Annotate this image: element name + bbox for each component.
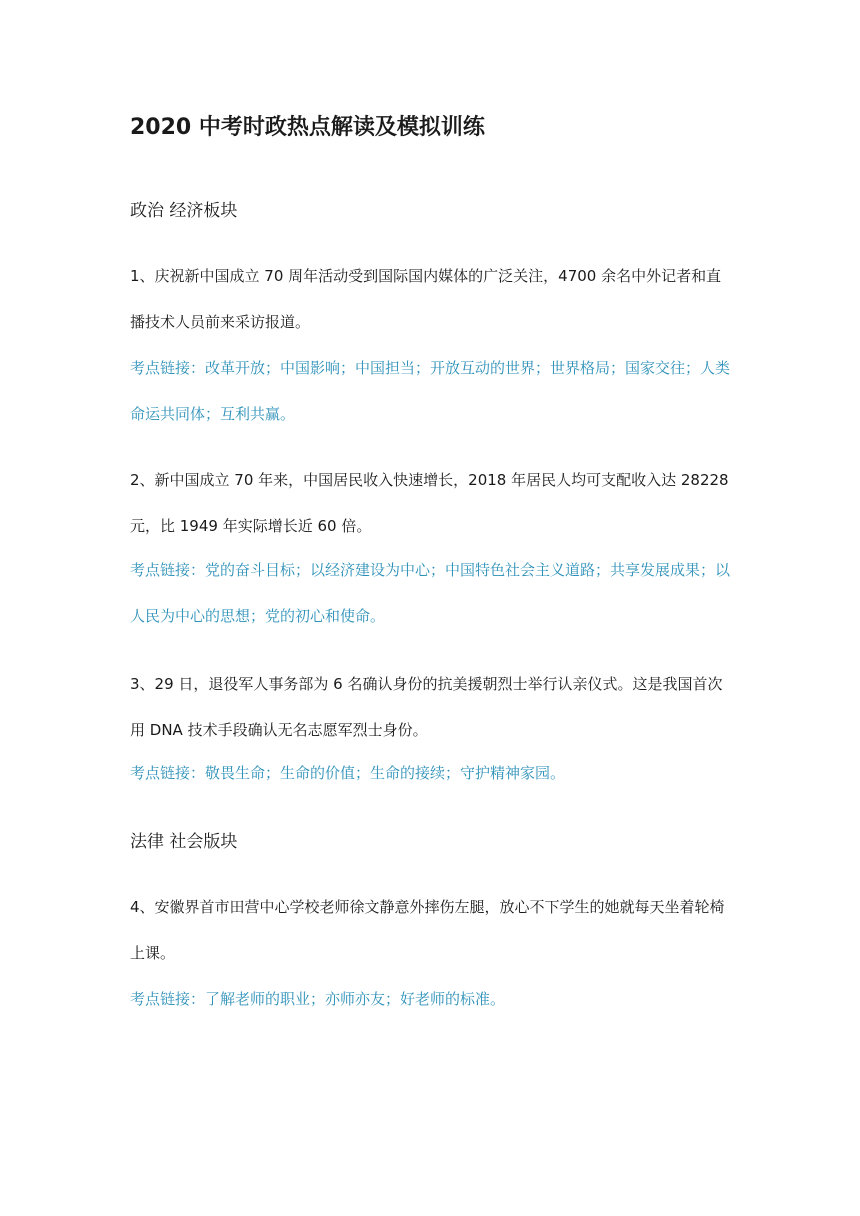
news-item-2: 2、新中国成立 70 年来，中国居民收入快速增长，2018 年居民人均可支配收入达 28228 元，比 1949 年实际增长近 60 倍。 [130,471,729,535]
document-title: 2020 中考时政热点解读及模拟训练 [130,115,485,140]
exam-point-link-4: 考点链接：了解老师的职业；亦师亦友；好老师的标准。 [130,990,506,1008]
news-item-1: 1、庆祝新中国成立 70 周年活动受到国际国内媒体的广泛关注，4700 余名中外记者和直播技术人员前来采访报道。 [130,267,722,331]
section-heading-politics-economy: 政治 经济板块 [130,201,238,221]
news-item-4: 4、安徽界首市田营中心学校老师徐文静意外摔伤左腿，放心不下学生的她就每天坐着轮椅上课。 [130,898,725,962]
news-item-3: 3、29 日，退役军人事务部为 6 名确认身份的抗美援朝烈士举行认亲仪式。这是我国首次用 DNA 技术手段确认无名志愿军烈士身份。 [130,675,723,739]
exam-point-link-3: 考点链接：敬畏生命；生命的价值；生命的接续；守护精神家园。 [130,764,566,782]
section-heading-law-society: 法律 社会版块 [130,832,238,852]
exam-point-link-2: 考点链接：党的奋斗目标；以经济建设为中心；中国特色社会主义道路；共享发展成果；以人民为中心的思想；党的初心和使命。 [130,561,731,625]
exam-point-link-1: 考点链接：改革开放；中国影响；中国担当；开放互动的世界；世界格局；国家交往；人类命运共同体；互利共赢。 [130,359,731,423]
